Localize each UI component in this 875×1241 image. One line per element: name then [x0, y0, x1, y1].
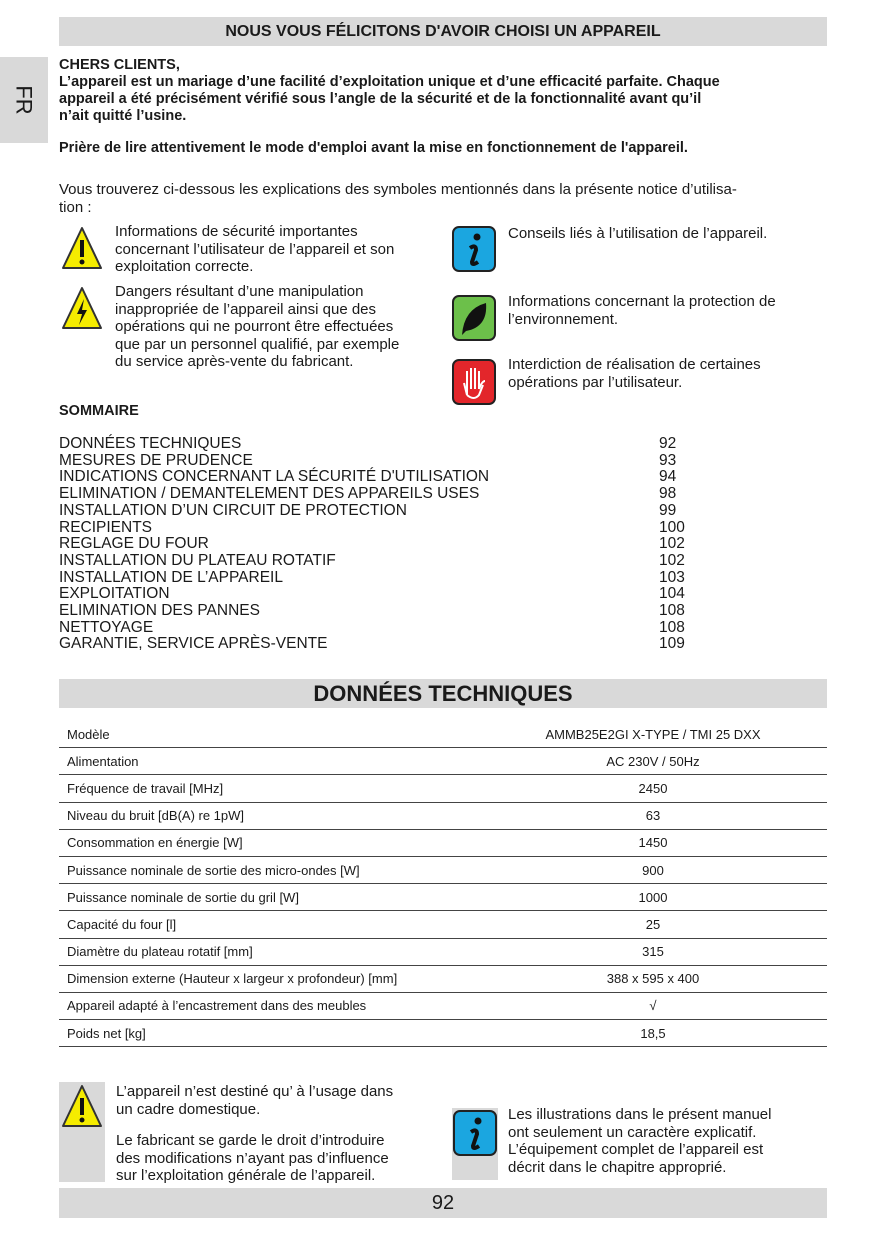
modifications-note [116, 1132, 389, 1185]
warning-icon [60, 225, 104, 271]
line: Conseils liés à l’utilisation de l’appareil. [508, 225, 768, 242]
spec-value: 315 [642, 944, 664, 960]
intro-line: appareil a été précisément vérifié sous l’angle de la sécurité et de la fonctionnalité avant qu’il [59, 91, 702, 107]
toc-page: 109 [659, 635, 685, 653]
line: L’équipement complet de l’appareil est [508, 1141, 764, 1158]
toc-item [59, 536, 699, 553]
toc-item [59, 503, 699, 520]
tech-data-title: DONNÉES TECHNIQUES [59, 679, 827, 708]
line: des modifications n’ayant pas d’influence [116, 1149, 389, 1167]
symbols-intro-line: tion : [59, 198, 92, 216]
prohibition-hand-icon [452, 359, 496, 405]
line: que par un personnel qualifié, par exemple [115, 335, 400, 353]
toc-page: 102 [659, 551, 685, 569]
toc-label: INDICATIONS CONCERNANT LA SÉCURITÉ D'UTILISATION [59, 468, 490, 486]
toc-item [59, 436, 699, 453]
spec-label: Alimentation [67, 753, 139, 769]
spec-value: 18,5 [640, 1025, 666, 1041]
toc-item [59, 469, 699, 486]
table-row [59, 830, 827, 857]
toc-label: ELIMINATION / DEMANTELEMENT DES APPAREILS USES [59, 485, 480, 503]
info-icon [453, 1110, 497, 1156]
page-header: NOUS VOUS FÉLICITONS D'AVOIR CHOISI UN APPAREIL [59, 17, 827, 46]
warning-icon [60, 1083, 104, 1129]
toc-page: 104 [659, 585, 685, 603]
domestic-use-note [116, 1083, 393, 1118]
table-row [59, 884, 827, 911]
line: Informations concernant la protection de [508, 293, 776, 310]
intro-line: L’appareil est un mariage d’une facilité d’exploitation unique et d’une efficacité parfaite. Chaque [59, 74, 720, 90]
toc-label: DONNÉES TECHNIQUES [59, 435, 242, 452]
line: Le fabricant se garde le droit d’introduire [116, 1132, 385, 1149]
greeting: CHERS CLIENTS, [59, 57, 180, 73]
spec-label: Dimension externe (Hauteur x largeur x profondeur) [mm] [67, 971, 398, 987]
toc-page: 102 [659, 535, 685, 553]
toc-label: EXPLOITATION [59, 585, 170, 603]
toc-page: 92 [659, 435, 677, 452]
line: Interdiction de réalisation de certaines [508, 356, 761, 373]
spec-value: 63 [645, 808, 661, 824]
spec-label: Diamètre du plateau rotatif [mm] [67, 944, 253, 960]
line: opérations par l’utilisateur. [508, 373, 683, 391]
table-row [59, 939, 827, 966]
language-label: FR [11, 85, 37, 115]
toc-label: NETTOYAGE [59, 618, 154, 636]
line: concernant l’utilisateur de l’appareil et son [115, 240, 395, 258]
spec-label: Capacité du four [l] [67, 916, 177, 932]
toc-page: 108 [659, 618, 685, 636]
leaf-icon [452, 295, 496, 341]
symbols-intro-line: Vous trouverez ci-dessous les explications des symboles mentionnés dans la présente notice d’utilisa- [59, 181, 737, 198]
table-row [59, 1020, 827, 1047]
spec-value: 25 [645, 916, 661, 932]
spec-value: 900 [642, 862, 664, 878]
toc-item [59, 636, 699, 653]
toc-page: 99 [659, 501, 677, 519]
spec-table [59, 721, 827, 1047]
toc-page: 98 [659, 485, 677, 503]
danger-description [115, 283, 399, 371]
toc-item [59, 603, 699, 620]
line: décrit dans le chapitre approprié. [508, 1158, 727, 1176]
info-icon [452, 226, 496, 272]
line: ont seulement un caractère explicatif. [508, 1123, 757, 1141]
spec-label: Poids net [kg] [67, 1025, 146, 1041]
line: Les illustrations dans le présent manuel [508, 1106, 772, 1123]
toc-page: 103 [659, 568, 685, 586]
read-notice: Prière de lire attentivement le mode d'emploi avant la mise en fonctionnement de l'appareil. [59, 140, 688, 156]
toc-item [59, 486, 699, 503]
spec-label: Fréquence de travail [MHz] [67, 780, 224, 796]
toc-page: 100 [659, 518, 685, 536]
toc-item [59, 586, 699, 603]
toc-label: GARANTIE, SERVICE APRÈS-VENTE [59, 635, 328, 653]
spec-label: Puissance nominale de sortie du gril [W] [67, 889, 299, 905]
table-row [59, 911, 827, 938]
spec-value: 388 x 595 x 400 [606, 971, 700, 987]
toc-item [59, 620, 699, 637]
spec-value: AC 230V / 50Hz [606, 753, 700, 769]
spec-label: Appareil adapté à l’encastrement dans des meubles [67, 998, 367, 1014]
line: inappropriée de l’appareil ainsi que des [115, 300, 377, 318]
intro-line: n’ait quitté l’usine. [59, 108, 187, 124]
toc-label: REGLAGE DU FOUR [59, 535, 209, 553]
table-row [59, 748, 827, 775]
toc-page: 93 [659, 451, 677, 469]
line: Informations de sécurité importantes [115, 223, 358, 240]
line: l’environnement. [508, 310, 619, 328]
spec-value: 2450 [638, 780, 668, 796]
line: du service après-vente du fabricant. [115, 353, 354, 370]
table-row [59, 721, 827, 748]
spec-value: 1000 [638, 889, 668, 905]
toc-label: MESURES DE PRUDENCE [59, 451, 253, 469]
spec-label: Puissance nominale de sortie des micro-ondes [W] [67, 862, 360, 878]
summary-title: SOMMAIRE [59, 403, 139, 419]
spec-label: Consommation en énergie [W] [67, 835, 243, 851]
line: exploitation correcte. [115, 258, 254, 275]
electric-danger-icon [60, 285, 104, 331]
table-row [59, 775, 827, 802]
toc-page: 94 [659, 468, 677, 486]
illustrations-note [508, 1106, 771, 1176]
table-of-contents [59, 436, 699, 653]
toc-label: INSTALLATION D’UN CIRCUIT DE PROTECTION [59, 501, 407, 519]
toc-label: RECIPIENTS [59, 518, 153, 536]
toc-label: INSTALLATION DE L’APPAREIL [59, 568, 283, 586]
info-description [508, 225, 767, 243]
line: Dangers résultant d’une manipulation [115, 283, 364, 300]
toc-item [59, 553, 699, 570]
table-row [59, 857, 827, 884]
toc-item [59, 570, 699, 587]
symbols-intro [59, 181, 829, 216]
toc-page: 108 [659, 602, 685, 620]
spec-value: AMMB25E2GI X-TYPE / TMI 25 DXX [545, 726, 761, 742]
spec-value: √ [649, 998, 657, 1014]
table-row [59, 993, 827, 1020]
toc-label: ELIMINATION DES PANNES [59, 602, 260, 620]
spec-label: Modèle [67, 726, 110, 742]
spec-label: Niveau du bruit [dB(A) re 1pW] [67, 808, 245, 824]
table-row [59, 966, 827, 993]
line: L’appareil n’est destiné qu’ à l’usage dans [116, 1083, 394, 1100]
line: sur l’exploitation générale de l’appareil. [116, 1167, 376, 1184]
line: un cadre domestique. [116, 1100, 261, 1118]
toc-item [59, 520, 699, 537]
warning-description [115, 223, 394, 276]
prohibition-description [508, 356, 761, 391]
page-number: 92 [59, 1188, 827, 1218]
spec-value: 1450 [638, 835, 668, 851]
language-tab [0, 57, 48, 143]
line: opérations qui ne pourront être effectuées [115, 318, 394, 335]
intro [59, 57, 829, 157]
environment-description [508, 293, 776, 328]
toc-item [59, 453, 699, 470]
toc-label: INSTALLATION DU PLATEAU ROTATIF [59, 551, 336, 569]
table-row [59, 803, 827, 830]
